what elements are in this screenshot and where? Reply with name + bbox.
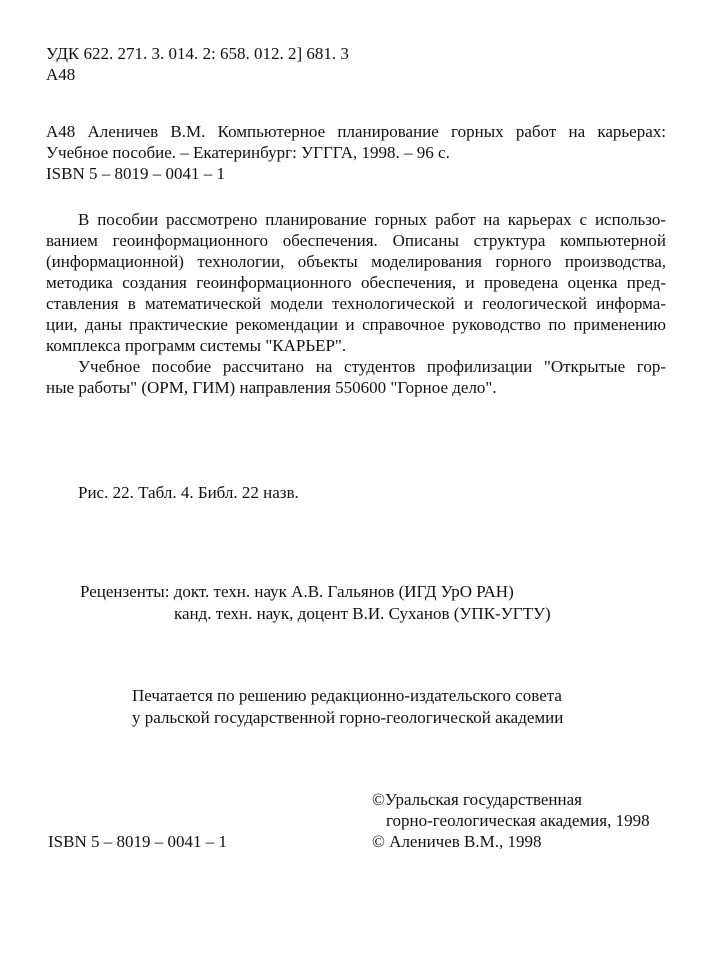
udc-code: УДК 622. 271. 3. 014. 2: 658. 012. 2] 681. 3 — [46, 44, 349, 63]
abstract-line: (информационной) технологии, объекты моделирования горного производства, — [46, 252, 666, 271]
abstract-line: Учебное пособие рассчитано на студентов профилизации "Открытые гор- — [78, 357, 666, 376]
abstract-line: В пособии рассмотрено планирование горных работ на карьерах с использо- — [78, 210, 666, 229]
approval-line-1: Печатается по решению редакционно-издательского совета — [132, 686, 562, 705]
abstract-line: ции, даны практические рекомендации и справочное руководство по применению — [46, 315, 666, 334]
abstract-line: ставления в математической модели технологической и геологической информа- — [46, 294, 666, 313]
copyright-line-3: © Аленичев В.М., 1998 — [372, 832, 542, 851]
reviewer-line-2: канд. техн. наук, доцент В.И. Суханов (УПК-УГТУ) — [174, 604, 551, 623]
call-number: А48 — [46, 65, 76, 84]
bibliographic-line-2: Учебное пособие. – Екатеринбург: УГГГА, 1998. – 96 с. — [46, 143, 450, 162]
bibliographic-line-1: А48 Аленичев В.М. Компьютерное планирование горных работ на карьерах: — [46, 122, 666, 141]
approval-line-2: у ральской государственной горно-геологической академии — [132, 708, 564, 727]
abstract-line: ванием геоинформационного обеспечения. Описаны структура компьютерной — [46, 231, 666, 250]
reviewer-line-1: Рецензенты: докт. техн. наук А.В. Гальянов (ИГД УрО РАН) — [80, 582, 514, 601]
copyright-line-2: горно-геологическая академия, 1998 — [386, 811, 650, 830]
abstract-line: ные работы" (ОРМ, ГИМ) направления 550600 "Горное дело". — [46, 378, 497, 397]
abstract-line: комплекса программ системы "КАРЬЕР". — [46, 336, 347, 355]
copyright-line-1: ©Уральская государственная — [372, 790, 582, 809]
abstract-line: методика создания геоинформационного обеспечения, и проведена оценка пред- — [46, 273, 666, 292]
footer-isbn: ISBN 5 – 8019 – 0041 – 1 — [48, 832, 227, 851]
bibliographic-isbn: ISBN 5 – 8019 – 0041 – 1 — [46, 164, 225, 183]
publication-stats: Рис. 22. Табл. 4. Библ. 22 назв. — [78, 483, 299, 502]
